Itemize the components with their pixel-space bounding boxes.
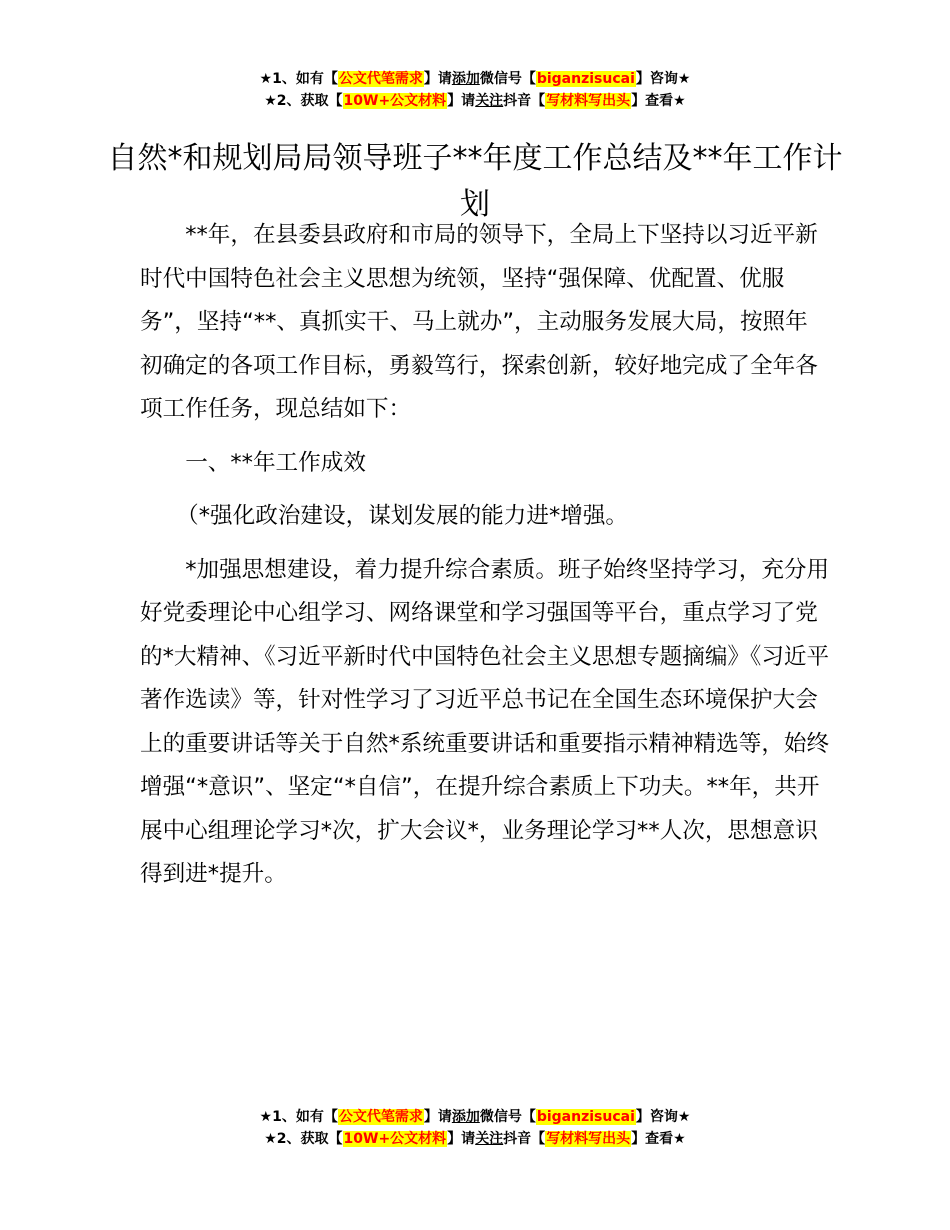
promo-highlight-materials: 10W+公文材料 — [343, 93, 447, 109]
promo-highlight-douyin: 写材料写出头 — [546, 93, 631, 109]
promo-highlight-materials: 10W+公文材料 — [343, 1131, 447, 1147]
promo-highlight-ghostwriting: 公文代笔需求 — [338, 71, 423, 87]
footer-promo-banner — [0, 1106, 950, 1150]
section-heading: 一、**年工作成效 — [185, 449, 366, 476]
body-paragraph: *加强思想建设，着力提升综合素质。班子始终坚持学习，充分用好党委理论中心组学习、网络课堂和学习强国等平台，重点学习了党的*大精神、《习近平新时代中国特色社会主义思想专题摘编》《习近平著作选读》等，针对性学习了习近平总书记在全国生态环境保护大会上的重要讲话等关于自然*系统重要讲话和重要指示精神精选等，始终增强“*意识”、坚定“*自信”，在提升综合素质上下功夫。**年，共开展中心组理论学习*次，扩大会议*，业务理论学习**人次，思想意识得到进*提升。 — [140, 556, 830, 887]
promo-highlight-douyin: 写材料写出头 — [546, 1131, 631, 1147]
promo-highlight-wechat-id: biganzisucai — [536, 1109, 635, 1125]
document-title: 自然*和规划局局领导班子**年度工作总结及**年工作计划 — [107, 141, 843, 223]
promo-line-1: ★1、如有【公文代笔需求】请添加微信号【biganzisucai】咨询★ — [259, 71, 691, 87]
intro-paragraph: **年，在县委县政府和市局的领导下，全局上下坚持以习近平新时代中国特色社会主义思想为统领，坚持“强保障、优配置、优服务”，坚持“**、真抓实干、马上就办”，主动服务发展大局，按照年初确定的各项工作目标，勇毅笃行，探索创新，较好地完成了全年各项工作任务，现总结如下： — [140, 222, 818, 422]
promo-highlight-ghostwriting: 公文代笔需求 — [338, 1109, 423, 1125]
subsection-heading: （*强化政治建设，谋划发展的能力进*增强。 — [176, 503, 629, 529]
promo-highlight-wechat-id: biganzisucai — [536, 71, 635, 87]
promo-line-2: ★2、获取【10W+公文材料】请关注抖音【写材料写出头】查看★ — [264, 93, 686, 109]
document-body — [140, 214, 830, 897]
promo-line-2: ★2、获取【10W+公文材料】请关注抖音【写材料写出头】查看★ — [264, 1131, 686, 1147]
promo-line-1: ★1、如有【公文代笔需求】请添加微信号【biganzisucai】咨询★ — [259, 1109, 691, 1125]
header-promo-banner — [0, 68, 950, 112]
